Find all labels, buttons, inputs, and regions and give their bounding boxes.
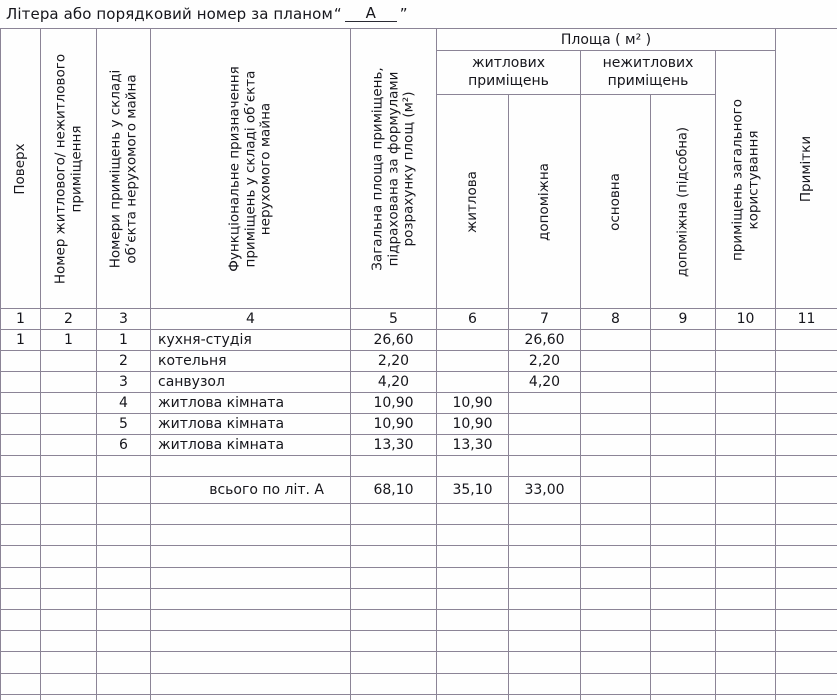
cell [716,546,776,567]
row-auxiliary-area: 26,60 [509,330,581,351]
table-row [1,414,837,435]
cell [437,609,509,630]
row-floor [1,372,41,393]
cell [437,588,509,609]
column-number: 6 [437,309,509,330]
cell [151,652,351,673]
cell [351,652,437,673]
cell [437,456,509,477]
cell [509,652,581,673]
row-unit [41,351,97,372]
total-row [1,477,837,504]
header-col-11 [776,29,837,309]
column-number: 8 [581,309,651,330]
cell [351,694,437,700]
cell [351,673,437,694]
cell [437,567,509,588]
cell [716,504,776,525]
cell [97,567,151,588]
cell [581,525,651,546]
cell [97,525,151,546]
column-number: 5 [351,309,437,330]
row-main-area [581,372,651,393]
header-col-9 [651,95,716,309]
cell [437,525,509,546]
cell [776,631,837,652]
cell [97,456,151,477]
row-unit [41,414,97,435]
header-label-auxiliary-utility: допоміжна (підсобна) [675,126,691,277]
cell [41,456,97,477]
cell [509,456,581,477]
premises-table [0,28,837,700]
cell [1,631,41,652]
cell [97,652,151,673]
cell [776,567,837,588]
total-auxiliary-utility-area [651,477,716,504]
cell [151,504,351,525]
row-room-no: 1 [97,330,151,351]
total-common-area [716,477,776,504]
cell [651,631,716,652]
row-auxiliary-utility-area [651,414,716,435]
cell [351,631,437,652]
row-main-area [581,330,651,351]
document-title-text: Літера або порядковий номер за планом [6,5,333,23]
header-col-10 [716,51,776,309]
cell [509,546,581,567]
header-label-auxiliary: допоміжна [535,162,552,241]
cell [97,609,151,630]
cell [41,694,97,700]
cell [776,504,837,525]
row-unit: 1 [41,330,97,351]
cell [437,631,509,652]
cell [651,588,716,609]
row-unit [41,435,97,456]
cell [437,673,509,694]
cell [41,609,97,630]
cell [151,456,351,477]
row-unit [41,372,97,393]
cell [581,546,651,567]
quote-close: ” [399,5,408,23]
row-total-area: 2,20 [351,351,437,372]
cell [776,588,837,609]
row-room-no: 2 [97,351,151,372]
row-unit [41,393,97,414]
cell [716,652,776,673]
cell [581,456,651,477]
table-row [1,330,837,351]
header-label-floor: Поверх [11,142,28,195]
cell [41,567,97,588]
total-auxiliary-area: 33,00 [509,477,581,504]
cell [509,694,581,700]
header-col-2 [41,29,97,309]
cell [41,504,97,525]
cell [651,546,716,567]
row-total-area: 13,30 [351,435,437,456]
empty-table-row [1,694,837,700]
total-label: всього по літ. А [151,477,351,504]
row-auxiliary-utility-area [651,393,716,414]
row-auxiliary-area: 4,20 [509,372,581,393]
header-nonresidential-group: нежитлових приміщень [581,51,716,95]
cell [41,673,97,694]
cell [776,546,837,567]
empty-table-row [1,588,837,609]
header-label-room-numbers: Номери приміщень у складі об‘єкта нерухомого майна [106,69,139,268]
cell [776,456,837,477]
cell [151,673,351,694]
row-auxiliary-utility-area [651,372,716,393]
cell [509,588,581,609]
row-common-area [716,330,776,351]
quote-open: “ [333,5,342,23]
row-name: житлова кімната [151,414,351,435]
row-floor [1,393,41,414]
row-total-area: 4,20 [351,372,437,393]
cell [776,652,837,673]
table-row [1,351,837,372]
row-living-area [437,330,509,351]
cell [509,525,581,546]
row-auxiliary-utility-area [651,351,716,372]
cell [1,504,41,525]
column-number: 7 [509,309,581,330]
cell [651,673,716,694]
row-name: санвузол [151,372,351,393]
cell [97,504,151,525]
cell [509,631,581,652]
cell [716,609,776,630]
cell [351,546,437,567]
cell [1,546,41,567]
plan-letter-field[interactable]: А [345,6,397,23]
header-col-6 [437,95,509,309]
empty-table-row [1,525,837,546]
column-number-row [1,309,837,330]
row-floor: 1 [1,330,41,351]
cell [716,567,776,588]
total-floor [1,477,41,504]
row-living-area: 10,90 [437,414,509,435]
row-main-area [581,351,651,372]
cell [651,694,716,700]
column-number: 10 [716,309,776,330]
cell [716,525,776,546]
empty-table-row [1,652,837,673]
cell [716,694,776,700]
row-main-area [581,414,651,435]
cell [776,609,837,630]
row-common-area [716,372,776,393]
cell [351,525,437,546]
cell [509,567,581,588]
cell [581,588,651,609]
empty-table-row [1,504,837,525]
cell [651,609,716,630]
cell [41,546,97,567]
cell [151,588,351,609]
cell [1,673,41,694]
row-total-area: 10,90 [351,393,437,414]
cell [41,525,97,546]
row-auxiliary-area [509,414,581,435]
cell [716,631,776,652]
row-living-area: 13,30 [437,435,509,456]
row-name: житлова кімната [151,393,351,414]
row-total-area: 26,60 [351,330,437,351]
cell [151,546,351,567]
row-room-no: 3 [97,372,151,393]
total-living-area: 35,10 [437,477,509,504]
cell [1,694,41,700]
header-area-group: Площа ( м² ) [437,29,776,51]
cell [351,456,437,477]
header-label-common-use: приміщень загального користування [728,98,761,261]
cell [437,652,509,673]
row-auxiliary-area [509,393,581,414]
row-notes [776,372,837,393]
row-common-area [716,393,776,414]
row-notes [776,435,837,456]
cell [151,609,351,630]
cell [651,567,716,588]
cell [151,694,351,700]
row-notes [776,351,837,372]
header-col-8 [581,95,651,309]
empty-table-row [1,631,837,652]
row-common-area [716,435,776,456]
cell [351,567,437,588]
total-unit [41,477,97,504]
cell [351,609,437,630]
cell [151,525,351,546]
cell [509,504,581,525]
cell [776,525,837,546]
row-notes [776,414,837,435]
cell [581,673,651,694]
total-main-area [581,477,651,504]
cell [437,694,509,700]
cell [776,673,837,694]
cell [509,673,581,694]
row-living-area [437,351,509,372]
cell [651,456,716,477]
column-number: 9 [651,309,716,330]
header-label-total-area: Загальна площа приміщень, підрахована за формулами розрахунку площ (м²) [369,66,417,271]
cell [97,588,151,609]
cell [151,631,351,652]
cell [351,504,437,525]
cell [581,631,651,652]
row-main-area [581,393,651,414]
header-group-row [1,29,837,51]
total-total-area: 68,10 [351,477,437,504]
row-room-no: 6 [97,435,151,456]
cell [716,456,776,477]
row-room-no: 4 [97,393,151,414]
header-label-function: Функціональне призначення приміщень у складі об‘єкта нерухомого майна [226,65,274,272]
cell [1,588,41,609]
header-col-7 [509,95,581,309]
cell [437,546,509,567]
row-name: котельня [151,351,351,372]
row-auxiliary-utility-area [651,330,716,351]
row-living-area [437,372,509,393]
column-number: 11 [776,309,837,330]
column-number: 2 [41,309,97,330]
header-col-5 [351,29,437,309]
cell [651,504,716,525]
row-room-no: 5 [97,414,151,435]
cell [581,694,651,700]
cell [776,694,837,700]
cell [1,652,41,673]
header-col-4 [151,29,351,309]
header-residential-group: житлових приміщень [437,51,581,95]
spacer-row [1,456,837,477]
header-label-main: основна [606,172,623,231]
cell [1,525,41,546]
column-number: 1 [1,309,41,330]
table-row [1,372,837,393]
cell [581,567,651,588]
table-row [1,435,837,456]
header-label-unit-number: Номер житлового/ нежитлового приміщення [51,53,84,284]
document-title [0,0,837,28]
cell [41,588,97,609]
row-floor [1,414,41,435]
row-notes [776,393,837,414]
cell [151,567,351,588]
header-label-living: житлова [463,170,480,233]
row-auxiliary-utility-area [651,435,716,456]
row-name: житлова кімната [151,435,351,456]
cell [509,609,581,630]
row-floor [1,351,41,372]
cell [97,631,151,652]
cell [437,504,509,525]
row-total-area: 10,90 [351,414,437,435]
cell [351,588,437,609]
header-label-notes: Примітки [797,135,814,202]
header-col-3 [97,29,151,309]
row-notes [776,330,837,351]
cell [581,504,651,525]
row-auxiliary-area [509,435,581,456]
cell [1,456,41,477]
cell [716,588,776,609]
cell [581,609,651,630]
cell [97,694,151,700]
row-main-area [581,435,651,456]
column-number: 4 [151,309,351,330]
row-auxiliary-area: 2,20 [509,351,581,372]
cell [1,567,41,588]
total-room-no [97,477,151,504]
cell [41,652,97,673]
row-name: кухня-студія [151,330,351,351]
cell [41,631,97,652]
empty-table-row [1,567,837,588]
empty-table-row [1,546,837,567]
cell [651,652,716,673]
row-living-area: 10,90 [437,393,509,414]
cell [651,525,716,546]
empty-table-row [1,609,837,630]
cell [1,609,41,630]
column-number: 3 [97,309,151,330]
header-col-1 [1,29,41,309]
cell [581,652,651,673]
row-common-area [716,351,776,372]
total-notes [776,477,837,504]
table-row [1,393,837,414]
row-floor [1,435,41,456]
row-common-area [716,414,776,435]
cell [97,546,151,567]
cell [97,673,151,694]
cell [716,673,776,694]
empty-table-row [1,673,837,694]
